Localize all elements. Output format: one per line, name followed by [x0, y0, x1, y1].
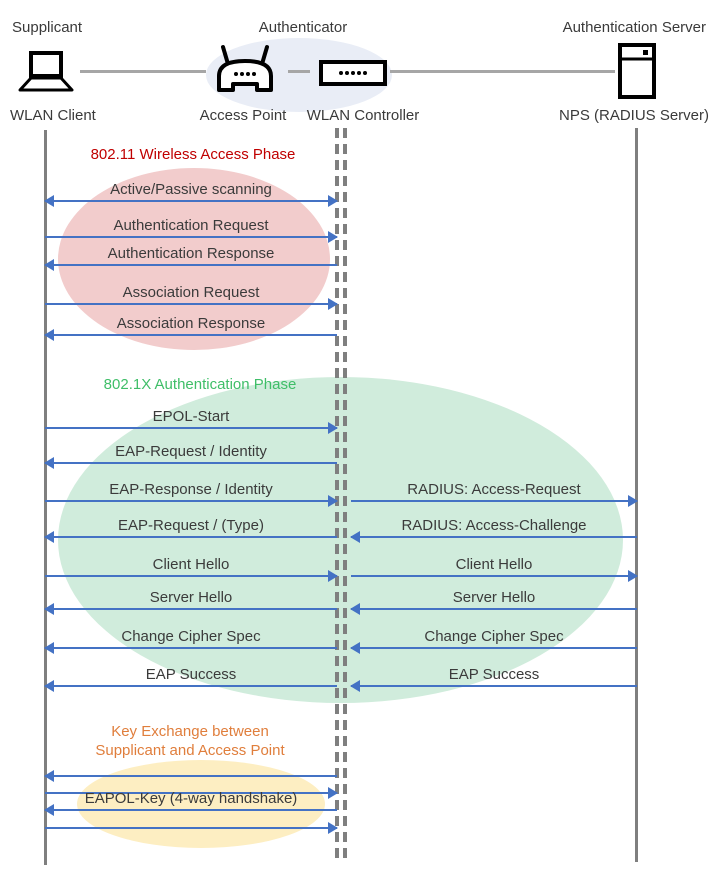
message-arrow-eap-request-identity: [45, 462, 337, 464]
message-label: EAP-Request / (Type): [118, 517, 264, 534]
message-arrow-association-request: [45, 303, 337, 305]
message-arrow-change-cipher-spec: [351, 647, 637, 649]
phase-title-8021x-authentication: 802.1X Authentication Phase: [103, 376, 297, 393]
message-label: EAPOL-Key (4-way handshake): [84, 790, 298, 807]
connector-controller-to-server: [390, 70, 615, 73]
message-label: RADIUS: Access-Challenge: [401, 517, 587, 534]
phase-title-80211-wireless-access: 802.11 Wireless Access Phase: [90, 146, 296, 163]
message-arrow-server-hello: [45, 608, 337, 610]
message-arrow-epol-start: [45, 427, 337, 429]
message-label: Association Response: [116, 315, 266, 332]
message-arrow-radius-access-request: [351, 500, 637, 502]
message-arrow-authentication-request: [45, 236, 337, 238]
message-arrow-client-hello: [45, 575, 337, 577]
message-label: EAP Success: [448, 666, 540, 683]
node-label-nps-radius-server: NPS (RADIUS Server): [558, 107, 710, 124]
message-arrow-client-hello: [351, 575, 637, 577]
message-label: Association Request: [122, 284, 260, 301]
message-arrow-server-hello: [351, 608, 637, 610]
role-label-authentication-server: Authentication Server: [562, 19, 706, 36]
phase-title-key-exchange-line1: Key Exchange between: [111, 723, 269, 740]
role-label-authenticator: Authenticator: [258, 19, 348, 36]
message-label: EPOL-Start: [152, 408, 230, 425]
message-label: EAP-Response / Identity: [109, 481, 273, 498]
connector-ap-to-controller: [288, 70, 310, 73]
message-arrow-change-cipher-spec: [45, 647, 337, 649]
message-label: Change Cipher Spec: [121, 628, 261, 645]
message-arrow-radius-access-challenge: [351, 536, 637, 538]
message-arrow-unlabeled: [45, 827, 337, 829]
message-arrow-eap-request-type: [45, 536, 337, 538]
node-label-access-point: Access Point: [199, 107, 287, 124]
message-arrow-eap-success: [45, 685, 337, 687]
server-icon: [617, 42, 657, 105]
message-label: RADIUS: Access-Request: [407, 481, 581, 498]
message-arrow-authentication-response: [45, 264, 337, 266]
message-label: Client Hello: [455, 556, 533, 573]
message-label: EAP Success: [145, 666, 237, 683]
access-point-icon: [212, 44, 278, 101]
message-arrow-eap-success: [351, 685, 637, 687]
message-label: Active/Passive scanning: [110, 181, 272, 198]
message-label: Authentication Request: [113, 217, 269, 234]
phase-title-key-exchange-line2: Supplicant and Access Point: [95, 742, 285, 759]
message-arrow-eap-response-identity: [45, 500, 337, 502]
connector-client-to-ap: [80, 70, 206, 73]
message-label: Server Hello: [149, 589, 233, 606]
message-label: Change Cipher Spec: [424, 628, 564, 645]
node-label-wlan-client: WLAN Client: [10, 107, 96, 124]
wlan-controller-icon: [318, 58, 388, 93]
role-label-supplicant: Supplicant: [12, 19, 83, 36]
phase-title-key-exchange: [42, 722, 338, 760]
message-arrow-unlabeled: [45, 775, 337, 777]
message-label: EAP-Request / Identity: [115, 443, 267, 460]
node-label-wlan-controller: WLAN Controller: [306, 107, 420, 124]
message-arrow-association-response: [45, 334, 337, 336]
message-arrow-eapol-key-4-way-handshake: [45, 809, 337, 811]
laptop-icon: [14, 50, 78, 99]
message-label: Client Hello: [152, 556, 230, 573]
phase-ellipse-8021x-authentication: [58, 377, 623, 703]
message-label: Authentication Response: [107, 245, 275, 262]
message-label: Server Hello: [452, 589, 536, 606]
message-arrow-active-passive-scanning: [45, 200, 337, 202]
